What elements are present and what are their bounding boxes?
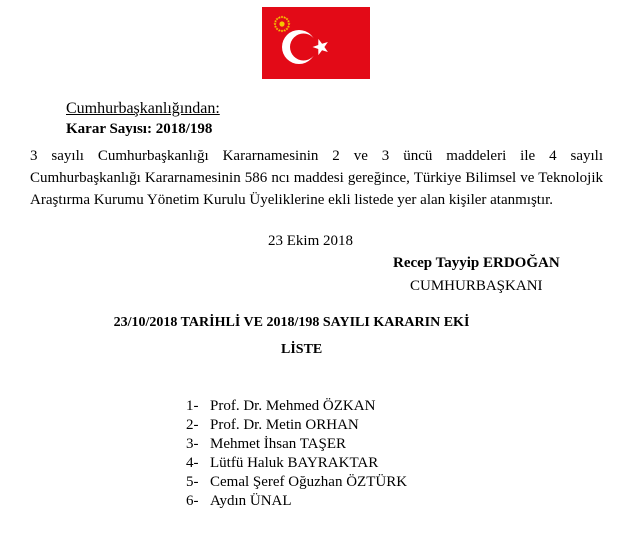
list-item-name: Aydın ÜNAL [210, 493, 292, 509]
issuer-heading: Cumhurbaşkanlığından: [66, 100, 220, 117]
list-item [186, 416, 407, 435]
list-item-number: 6- [186, 493, 199, 509]
list-item-name: Lütfü Haluk BAYRAKTAR [210, 455, 379, 471]
annex-title-row [0, 315, 633, 331]
list-item [186, 397, 407, 416]
decision-body-text: 3 sayılı Cumhurbaşkanlığı Kararnamesinin 2 ve 3 üncü maddeleri ile 4 sayılı Cumhurbaşkanlığı Kararnamesinin 586 ncı maddesi gereğince, Türkiye Bilimsel ve Teknolojik Araştırma Kurumu Yönetim Kurulu Üyeliklerine ekli listede yer alan kişiler atanmıştır. [30, 148, 603, 208]
list-item [186, 473, 407, 492]
list-item [186, 454, 407, 473]
list-item-name: Cemal Şeref Oğuzhan ÖZTÜRK [210, 474, 408, 490]
list-item-number: 1- [186, 398, 199, 414]
list-item [186, 435, 407, 454]
annex-title: 23/10/2018 TARİHLİ VE 2018/198 SAYILI KARARIN EKİ [113, 315, 470, 330]
list-item-number: 2- [186, 417, 199, 433]
turkish-flag-icon [262, 7, 370, 79]
decision-number: Karar Sayısı: 2018/198 [66, 121, 213, 137]
decision-date: 23 Ekim 2018 [268, 233, 353, 249]
list-item-number: 5- [186, 474, 199, 490]
signatory-title: CUMHURBAŞKANI [410, 278, 543, 294]
list-item-number: 3- [186, 436, 199, 452]
seal-center [279, 21, 284, 26]
list-item-name: Mehmet İhsan TAŞER [210, 436, 347, 452]
list-item-number: 4- [186, 455, 199, 471]
list-item-name: Prof. Dr. Mehmed ÖZKAN [210, 398, 376, 414]
list-item [186, 492, 407, 511]
annex-subtitle: LİSTE [281, 342, 323, 357]
list-item-name: Prof. Dr. Metin ORHAN [210, 417, 359, 433]
appointee-list [186, 397, 407, 511]
signatory-name: Recep Tayyip ERDOĞAN [393, 255, 560, 271]
